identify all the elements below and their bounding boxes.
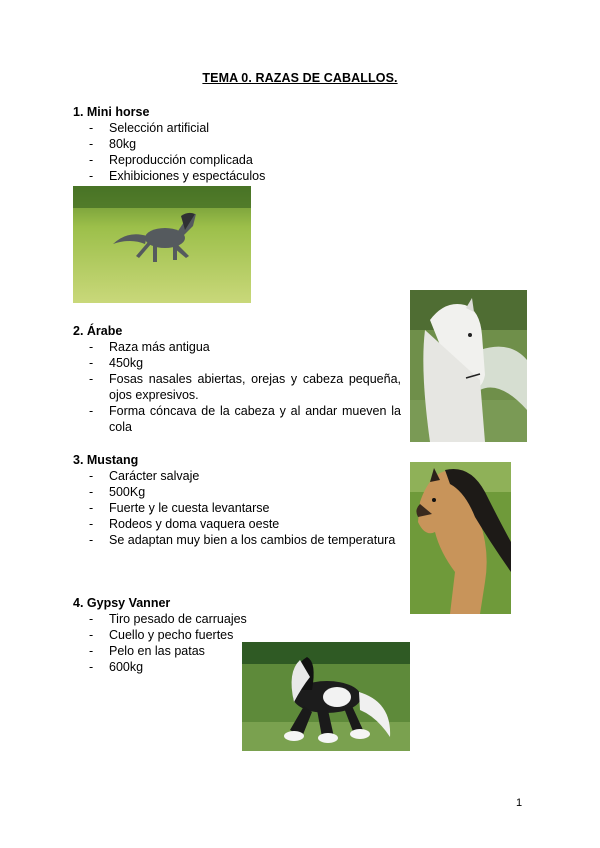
section-4-heading: 4. Gypsy Vanner <box>73 596 171 610</box>
section-3-list <box>89 468 399 548</box>
list-item: - Raza más antigua <box>89 340 210 354</box>
section-1-list <box>89 120 409 184</box>
list-item: - Rodeos y doma vaquera oeste <box>89 517 280 531</box>
mini-horse-photo <box>73 186 251 303</box>
list-item: - 80kg <box>89 137 137 151</box>
list-item: - Fosas nasales abiertas, orejas y cabeza pequeña, ojos expresivos. <box>89 372 401 402</box>
section-2-heading: 2. Árabe <box>73 324 123 338</box>
page-number: 1 <box>516 797 523 809</box>
list-item: - Carácter salvaje <box>89 469 200 483</box>
list-item: - Exhibiciones y espectáculos <box>89 169 266 183</box>
list-item: - 500Kg <box>89 485 146 499</box>
list-item: - 450kg <box>89 356 144 370</box>
list-item: - 600kg <box>89 660 144 674</box>
list-item: - Se adaptan muy bien a los cambios de temperatura <box>89 533 396 547</box>
arabian-horse-photo <box>410 290 527 442</box>
list-item: - Reproducción complicada <box>89 153 253 167</box>
mustang-horse-photo <box>410 462 511 614</box>
list-item: - Cuello y pecho fuertes <box>89 628 234 642</box>
page-title: TEMA 0. RAZAS DE CABALLOS. <box>202 71 398 85</box>
list-item: - Pelo en las patas <box>89 644 205 658</box>
section-1-heading: 1. Mini horse <box>73 105 150 119</box>
list-item: - Selección artificial <box>89 121 210 135</box>
section-2-list <box>89 339 401 435</box>
list-item: - Tiro pesado de carruajes <box>89 612 247 626</box>
list-item: - Forma cóncava de la cabeza y al andar mueven la cola <box>89 404 401 434</box>
gypsy-vanner-photo <box>242 642 410 751</box>
section-3-heading: 3. Mustang <box>73 453 139 467</box>
list-item: - Fuerte y le cuesta levantarse <box>89 501 270 515</box>
